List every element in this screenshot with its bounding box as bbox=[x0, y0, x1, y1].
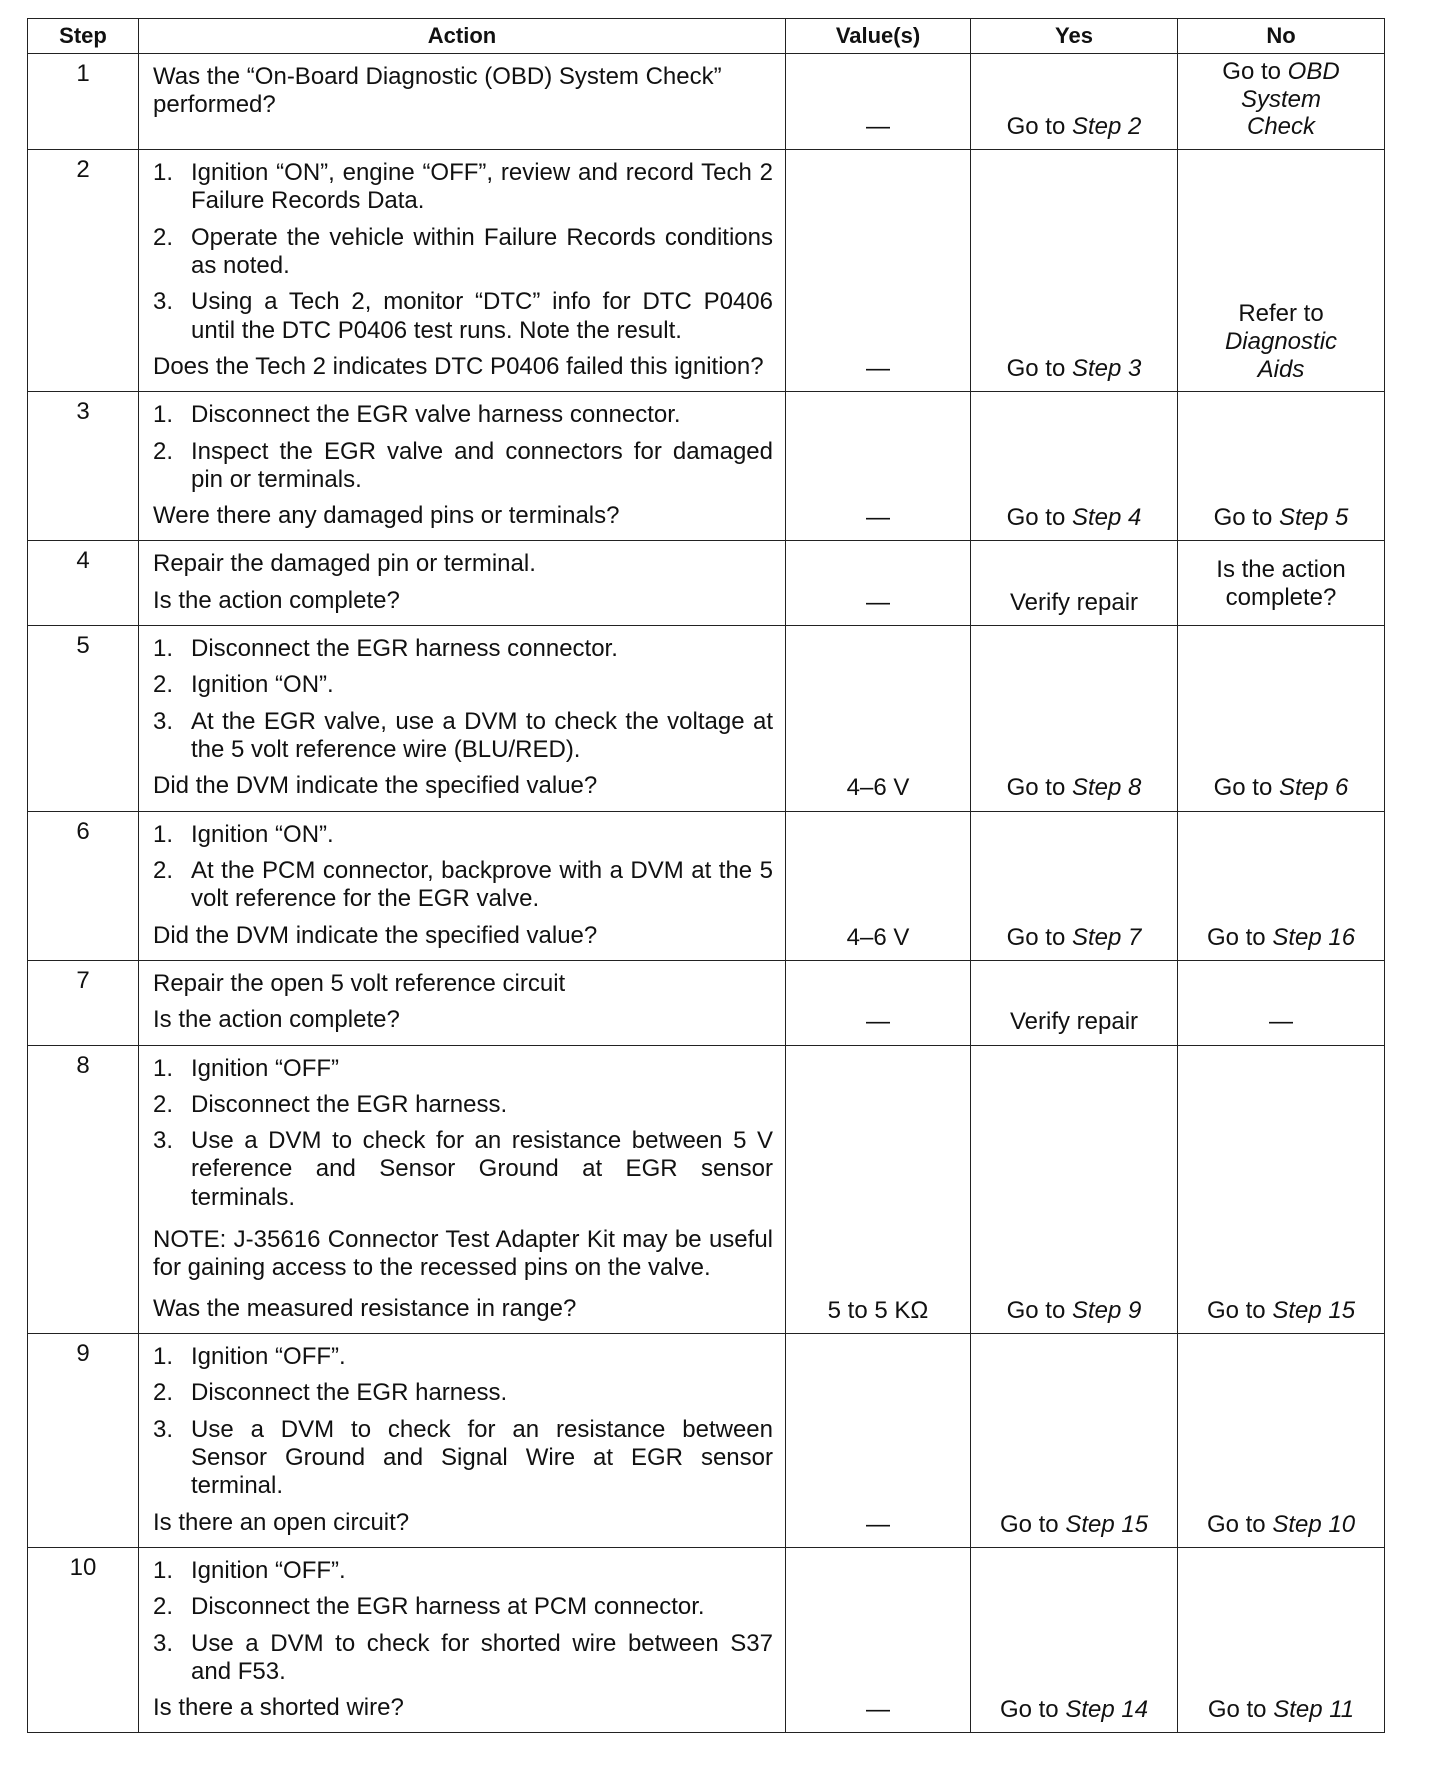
yes-step-link: Step 8 bbox=[1071, 774, 1142, 802]
no-cell: Go to Step 6 bbox=[1178, 626, 1385, 812]
value-cell: 5 to 5 KΩ bbox=[786, 1045, 971, 1334]
header-yes: Yes bbox=[971, 19, 1178, 54]
step-number: 1 bbox=[28, 54, 139, 150]
value-cell: 4–6 V bbox=[786, 811, 971, 960]
value-cell: — bbox=[786, 150, 971, 392]
yes-cell: Go to Step 14 bbox=[971, 1547, 1178, 1733]
action-note: NOTE: J-35616 Connector Test Adapter Kit may be useful for gaining access to the recessed pins on the valve. bbox=[153, 1226, 773, 1282]
diagnostic-table bbox=[27, 18, 1385, 1733]
table-row bbox=[28, 150, 1385, 392]
yes-step-link: Step 9 bbox=[1071, 1296, 1142, 1324]
no-cell: Go to Step 10 bbox=[1178, 1334, 1385, 1548]
step-number: 4 bbox=[28, 541, 139, 626]
action-question: Does the Tech 2 indicates DTC P0406 failed this ignition? bbox=[153, 352, 764, 380]
table-row bbox=[28, 811, 1385, 960]
no-cell bbox=[1178, 54, 1385, 150]
no-step-link: Step 10 bbox=[1272, 1510, 1356, 1538]
action-cell bbox=[139, 1547, 786, 1733]
yes-step-link: Step 4 bbox=[1071, 504, 1142, 532]
no-step-link: Step 16 bbox=[1272, 923, 1356, 951]
header-action: Action bbox=[139, 19, 786, 54]
step-number: 6 bbox=[28, 811, 139, 960]
action-question: Is there an open circuit? bbox=[153, 1508, 410, 1536]
action-item: 1. Ignition “OFF” bbox=[153, 1054, 340, 1082]
action-item: 3. Using a Tech 2, monitor “DTC” info for DTC P0406 until the DTC P0406 test runs. Note the result. bbox=[153, 288, 773, 344]
header-values: Value(s) bbox=[786, 19, 971, 54]
no-cell: Refer to Diagnostic Aids bbox=[1178, 150, 1385, 392]
no-link-line2: System bbox=[1240, 85, 1321, 113]
action-text: Repair the open 5 volt reference circuit bbox=[153, 969, 566, 997]
table-row bbox=[28, 1045, 1385, 1334]
no-cell: Go to Step 15 bbox=[1178, 1045, 1385, 1334]
header-row bbox=[28, 19, 1385, 54]
action-item: 1. Ignition “OFF”. bbox=[153, 1343, 346, 1370]
action-item: 3. Use a DVM to check for an resistance between 5 V reference and Sensor Ground at EGR sensor terminals. bbox=[153, 1127, 773, 1211]
value-cell: — bbox=[786, 392, 971, 541]
yes-cell: Go to Step 4 bbox=[971, 392, 1178, 541]
action-item: 1. Ignition “ON”. bbox=[153, 820, 334, 848]
action-item: 2. Operate the vehicle within Failure Records conditions as noted. bbox=[153, 223, 773, 279]
yes-cell: Go to Step 3 bbox=[971, 150, 1178, 392]
action-item: 2. Inspect the EGR valve and connectors for damaged pin or terminals. bbox=[153, 437, 773, 493]
no-step-link: Step 15 bbox=[1272, 1296, 1356, 1324]
no-link-line3: Check bbox=[1246, 113, 1316, 141]
no-cell: Go to Step 16 bbox=[1178, 811, 1385, 960]
action-item: 1. Disconnect the EGR harness connector. bbox=[153, 635, 618, 663]
yes-cell: Go to Step 7 bbox=[971, 811, 1178, 960]
yes-cell: Go to Step 15 bbox=[971, 1334, 1178, 1548]
table-row bbox=[28, 392, 1385, 541]
step-number: 5 bbox=[28, 626, 139, 812]
value-cell: — bbox=[786, 54, 971, 150]
no-step-link: Step 11 bbox=[1273, 1696, 1355, 1724]
yes-cell: Go to Step 9 bbox=[971, 1045, 1178, 1334]
action-cell bbox=[139, 54, 786, 150]
step-number: 10 bbox=[28, 1547, 139, 1733]
no-cell: Go to Step 5 bbox=[1178, 392, 1385, 541]
step-number: 8 bbox=[28, 1045, 139, 1334]
yes-cell: Verify repair bbox=[971, 541, 1178, 626]
no-step-link: Step 5 bbox=[1278, 504, 1349, 532]
no-link-line3: Aids bbox=[1257, 355, 1305, 383]
value-cell: — bbox=[786, 960, 971, 1045]
action-item: 2. At the PCM connector, backprove with a DVM at the 5 volt reference for the EGR valve. bbox=[153, 856, 773, 913]
action-cell bbox=[139, 150, 786, 392]
table-row bbox=[28, 960, 1385, 1045]
action-cell bbox=[139, 960, 786, 1045]
step-number: 2 bbox=[28, 150, 139, 392]
table-row bbox=[28, 54, 1385, 150]
value-cell: 4–6 V bbox=[786, 626, 971, 812]
action-item: 3. Use a DVM to check for an resistance between Sensor Ground and Signal Wire at EGR sensor terminal. bbox=[153, 1415, 773, 1500]
value-cell: — bbox=[786, 1334, 971, 1548]
no-cell: — bbox=[1178, 960, 1385, 1045]
yes-step-link: Step 15 bbox=[1065, 1510, 1149, 1538]
action-cell bbox=[139, 1045, 786, 1334]
action-question: Is the action complete? bbox=[153, 1006, 400, 1034]
step-number: 7 bbox=[28, 960, 139, 1045]
yes-step-link: Step 14 bbox=[1065, 1696, 1149, 1724]
action-question: Were there any damaged pins or terminals? bbox=[153, 502, 620, 530]
action-cell bbox=[139, 626, 786, 812]
action-item: 3. Use a DVM to check for shorted wire between S37 and F53. bbox=[153, 1629, 773, 1685]
action-item: 3. At the EGR valve, use a DVM to check the voltage at the 5 volt reference wire (BLU/RED). bbox=[153, 707, 773, 763]
action-question: Did the DVM indicate the specified value? bbox=[153, 772, 598, 800]
yes-cell bbox=[971, 54, 1178, 150]
action-question: Is the action complete? bbox=[153, 586, 400, 614]
no-prefix: Go to bbox=[1222, 58, 1281, 86]
action-cell bbox=[139, 541, 786, 626]
step-number: 9 bbox=[28, 1334, 139, 1548]
action-cell bbox=[139, 392, 786, 541]
table-row bbox=[28, 541, 1385, 626]
value-cell: — bbox=[786, 1547, 971, 1733]
yes-step-link: Step 3 bbox=[1071, 354, 1142, 382]
table-row bbox=[28, 1334, 1385, 1548]
action-cell bbox=[139, 1334, 786, 1548]
action-cell bbox=[139, 811, 786, 960]
header-no: No bbox=[1178, 19, 1385, 54]
no-cell: Go to Step 11 bbox=[1178, 1547, 1385, 1733]
action-question: Was the “On-Board Diagnostic (OBD) System Check” performed? bbox=[153, 63, 722, 119]
header-step: Step bbox=[28, 19, 139, 54]
no-step-link: Step 6 bbox=[1278, 774, 1349, 802]
table-row bbox=[28, 626, 1385, 812]
action-item: 2. Disconnect the EGR harness. bbox=[153, 1090, 508, 1118]
action-item: 2. Ignition “ON”. bbox=[153, 671, 334, 699]
value-cell: — bbox=[786, 541, 971, 626]
yes-prefix: Go to bbox=[1006, 112, 1066, 140]
yes-step-link: Step 2 bbox=[1071, 112, 1142, 140]
action-question: Was the measured resistance in range? bbox=[153, 1294, 577, 1322]
action-item: 1. Disconnect the EGR valve harness connector. bbox=[153, 401, 681, 429]
action-item: 1. Ignition “ON”, engine “OFF”, review and record Tech 2 Failure Records Data. bbox=[153, 159, 773, 215]
action-item: 2. Disconnect the EGR harness at PCM connector. bbox=[153, 1593, 705, 1621]
no-link-line1: OBD bbox=[1287, 58, 1340, 86]
no-cell: Is the action complete? bbox=[1178, 541, 1385, 626]
action-question: Is there a shorted wire? bbox=[153, 1694, 404, 1722]
no-link-line2: Diagnostic bbox=[1224, 328, 1338, 355]
yes-cell: Verify repair bbox=[971, 960, 1178, 1045]
yes-step-link: Step 7 bbox=[1071, 923, 1142, 951]
action-item: 1. Ignition “OFF”. bbox=[153, 1556, 346, 1584]
yes-cell: Go to Step 8 bbox=[971, 626, 1178, 812]
step-number: 3 bbox=[28, 392, 139, 541]
action-item: 2. Disconnect the EGR harness. bbox=[153, 1379, 508, 1407]
action-text: Repair the damaged pin or terminal. bbox=[153, 550, 536, 578]
table-row bbox=[28, 1547, 1385, 1733]
action-question: Did the DVM indicate the specified value? bbox=[153, 921, 598, 949]
